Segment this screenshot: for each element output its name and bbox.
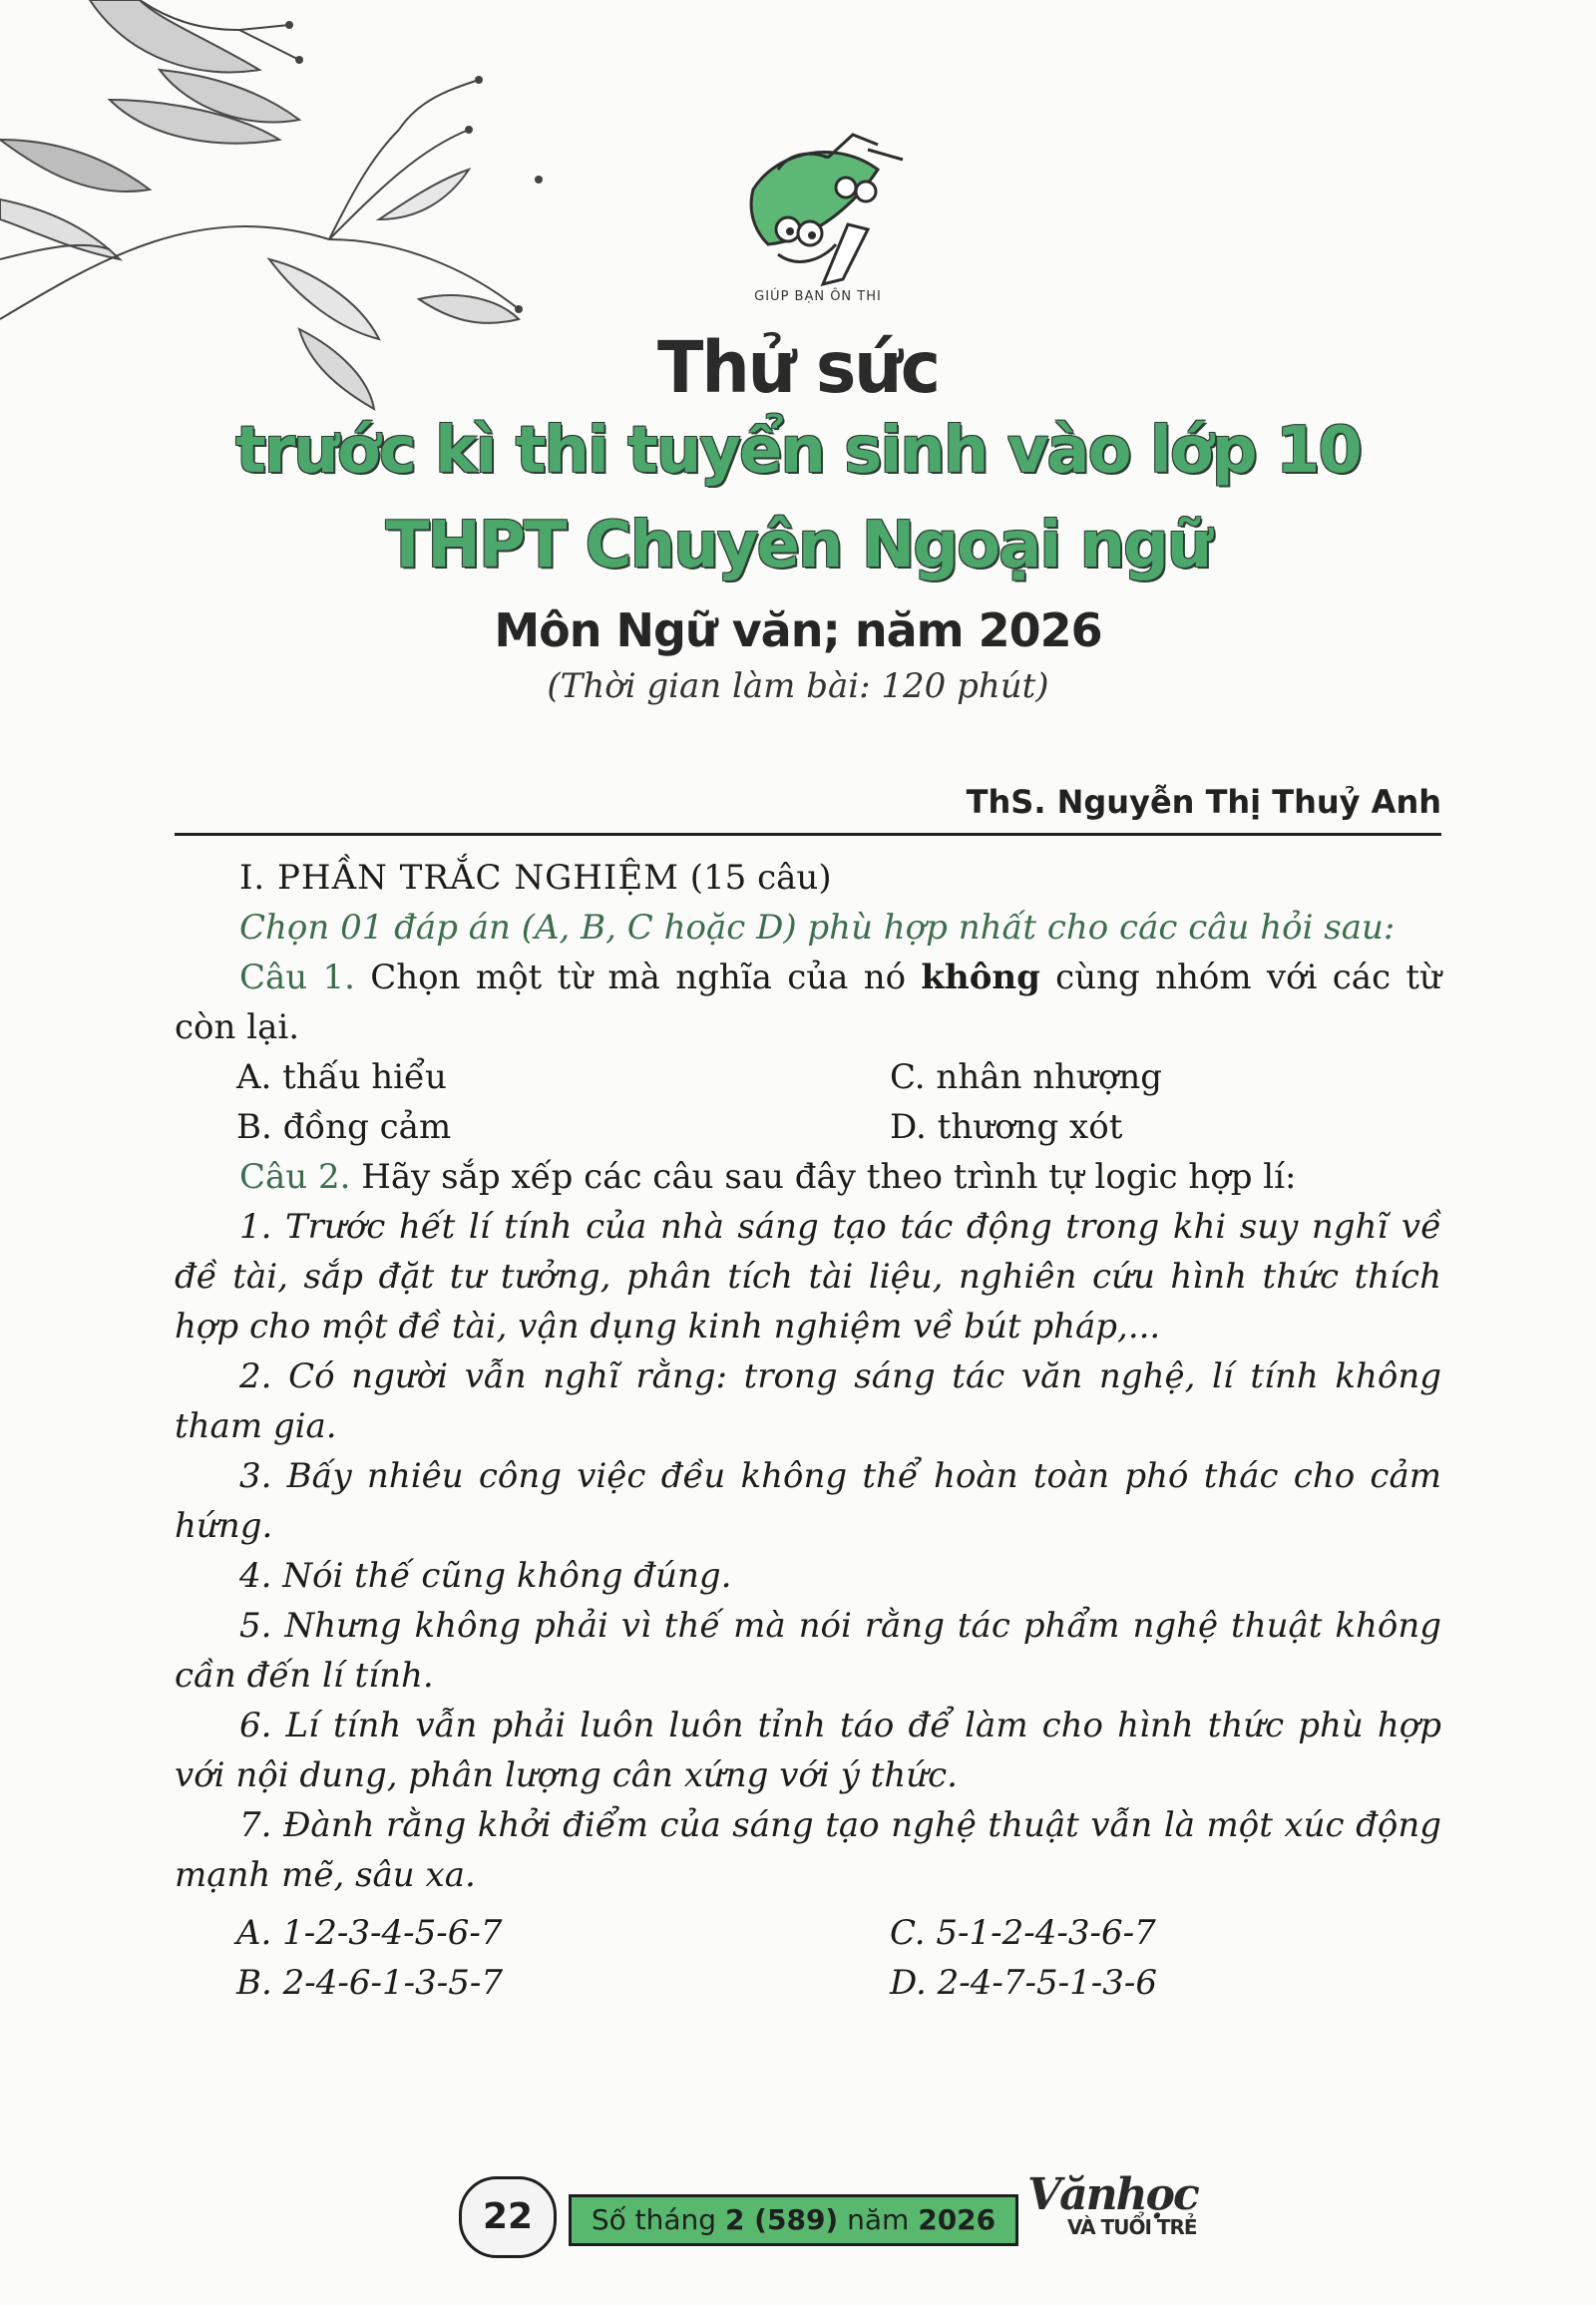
title-line-3: THPT Chuyên Ngoại ngữ xyxy=(385,509,1211,582)
issue-banner: Số tháng 2 (589) năm 2026 xyxy=(569,2194,1018,2246)
section-instruction: Chọn 01 đáp án (A, B, C hoặc D) phù hợp nhất cho các câu hỏi sau: xyxy=(239,908,1396,948)
author-name: ThS. Nguyễn Thị Thuỷ Anh xyxy=(966,783,1441,821)
option-d: D. 2-4-7-5-1-3-6 xyxy=(890,1963,1158,2003)
option-b: B. 2-4-6-1-3-5-7 xyxy=(236,1963,503,2003)
question-2-options xyxy=(175,1908,1441,2008)
sentence-item: 2. Có người vẫn nghĩ rằng: trong sáng tác văn nghệ, lí tính không tham gia. xyxy=(175,1356,1441,1446)
magazine-logo-subtitle: VÀ TUỔI TRẺ xyxy=(1067,2215,1197,2239)
title-main: Thử sức xyxy=(656,327,940,410)
option-c: C. nhân nhượng xyxy=(890,1057,1163,1097)
divider xyxy=(175,833,1441,836)
exam-content xyxy=(175,853,1441,2008)
section-heading: I. PHẦN TRẮC NGHIỆM (15 câu) xyxy=(239,858,832,898)
question-1: Câu 1. Chọn một từ mà nghĩa của nó không cùng nhóm với các từ còn lại. xyxy=(175,958,1441,1047)
option-c: C. 5-1-2-4-3-6-7 xyxy=(890,1913,1156,1953)
option-a: A. 1-2-3-4-5-6-7 xyxy=(236,1913,503,1953)
option-b: B. đồng cảm xyxy=(236,1107,452,1147)
subject-line: Môn Ngữ văn; năm 2026 xyxy=(494,603,1102,657)
sentence-item: 3. Bấy nhiêu công việc đều không thể hoàn toàn phó thác cho cảm hứng. xyxy=(175,1456,1441,1546)
logo-caption: GIÚP BẠN ÔN THI xyxy=(754,289,882,304)
title-line-2: trước kì thi tuyển sinh vào lớp 10 xyxy=(235,414,1361,488)
magazine-logo xyxy=(1027,2169,1207,2249)
page-number: 22 xyxy=(459,2176,557,2258)
duration-line: (Thời gian làm bài: 120 phút) xyxy=(547,666,1049,706)
sentence-item: 7. Đành rằng khởi điểm của sáng tạo nghệ thuật vẫn là một xúc động mạnh mẽ, sâu xa. xyxy=(175,1805,1441,1895)
sentence-item: 1. Trước hết lí tính của nhà sáng tạo tác động trong khi suy nghĩ về đề tài, sắp đặt tư tưởng, phân tích tài liệu, nghiên cứu hình thức thích hợp cho một đề tài, vận dụng kinh nghiệm về bút pháp,... xyxy=(175,1207,1441,1346)
question-1-label: Câu 1. xyxy=(239,958,355,997)
option-a: A. thấu hiểu xyxy=(236,1057,447,1097)
question-1-options xyxy=(175,1052,1441,1152)
exam-helper-logo-icon xyxy=(718,130,918,304)
sentence-item: 6. Lí tính vẫn phải luôn luôn tỉnh táo để làm cho hình thức phù hợp với nội dung, phân lượng cân xứng với ý thức. xyxy=(175,1706,1441,1795)
question-2-label: Câu 2. xyxy=(239,1157,351,1197)
magazine-logo-title: Vănhọc xyxy=(1027,2169,1198,2220)
question-2: Câu 2. Hãy sắp xếp các câu sau đây theo trình tự logic hợp lí: xyxy=(239,1157,1297,1197)
sentence-item: 4. Nói thế cũng không đúng. xyxy=(239,1556,732,1596)
sentence-item: 5. Nhưng không phải vì thế mà nói rằng tác phẩm nghệ thuật không cần đến lí tính. xyxy=(175,1606,1441,1696)
option-d: D. thương xót xyxy=(890,1107,1123,1147)
